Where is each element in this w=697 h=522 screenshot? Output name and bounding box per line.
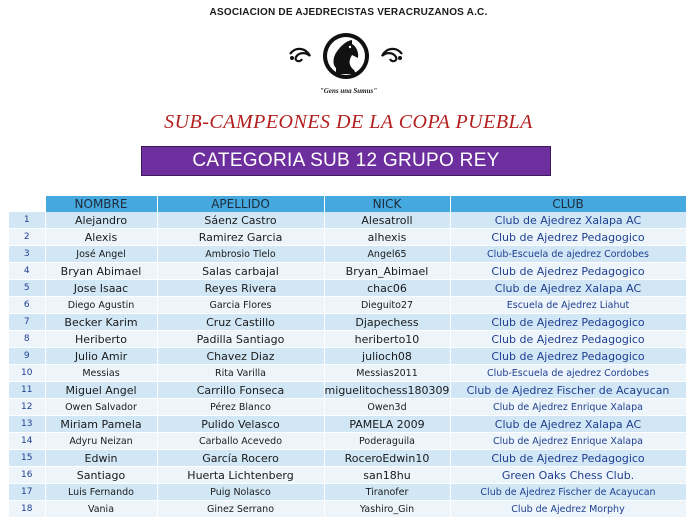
cell-nombre: Santiago <box>45 467 157 484</box>
table-row <box>9 365 686 382</box>
cell-club: Club de Ajedrez Pedagogico <box>450 314 686 331</box>
table-body <box>9 212 686 518</box>
cell-nick: Tiranofer <box>324 484 450 501</box>
organization-title: ASOCIACION DE AJEDRECISTAS VERACRUZANOS A.C. <box>209 7 488 18</box>
cell-club: Club de Ajedrez Pedagogico <box>450 229 686 246</box>
cell-nick: Poderaguila <box>324 433 450 450</box>
table-row <box>9 229 686 246</box>
row-number: 7 <box>9 314 45 331</box>
cell-club: Club de Ajedrez Enrique Xalapa <box>450 399 686 416</box>
column-header-nombre: NOMBRE <box>45 196 157 212</box>
cell-club: Escuela de Ajedrez Liahut <box>450 297 686 314</box>
cell-club: Club de Ajedrez Pedagogico <box>450 348 686 365</box>
cell-nombre: Bryan Abimael <box>45 263 157 280</box>
cell-club: Club de Ajedrez Fischer de Acayucan <box>450 382 686 399</box>
table-row <box>9 331 686 348</box>
cell-club: Club de Ajedrez Morphy <box>450 501 686 518</box>
cell-apellido: Huerta Lichtenberg <box>157 467 324 484</box>
motto: "Gens una Sumus" <box>319 87 378 95</box>
cell-nombre: Adyru Neizan <box>45 433 157 450</box>
row-number: 16 <box>9 467 45 484</box>
cell-nick: Angel65 <box>324 246 450 263</box>
table-row <box>9 467 686 484</box>
cell-apellido: Carballo Acevedo <box>157 433 324 450</box>
cell-nick: san18hu <box>324 467 450 484</box>
row-number: 12 <box>9 399 45 416</box>
row-number: 11 <box>9 382 45 399</box>
cell-apellido: Cruz Castillo <box>157 314 324 331</box>
row-number: 4 <box>9 263 45 280</box>
cell-apellido: Ginez Serrano <box>157 501 324 518</box>
table-row <box>9 416 686 433</box>
cell-apellido: Salas carbajal <box>157 263 324 280</box>
cell-nombre: Miriam Pamela <box>45 416 157 433</box>
table-row <box>9 246 686 263</box>
cell-nombre: Luis Fernando <box>45 484 157 501</box>
page-subtitle: SUB-CAMPEONES DE LA COPA PUEBLA <box>164 111 533 133</box>
cell-nick: Bryan_Abimael <box>324 263 450 280</box>
cell-nombre: Becker Karim <box>45 314 157 331</box>
cell-nick: RoceroEdwin10 <box>324 450 450 467</box>
table-row <box>9 399 686 416</box>
cell-nick: julioch08 <box>324 348 450 365</box>
table-row <box>9 314 686 331</box>
table-row <box>9 348 686 365</box>
row-number: 13 <box>9 416 45 433</box>
column-header-nick: NICK <box>324 196 450 212</box>
cell-nombre: Messias <box>45 365 157 382</box>
cell-nombre: Miguel Angel <box>45 382 157 399</box>
cell-club: Club de Ajedrez Pedagogico <box>450 331 686 348</box>
cell-club: Club de Ajedrez Xalapa AC <box>450 212 686 229</box>
cell-apellido: Puig Nolasco <box>157 484 324 501</box>
cell-nick: miguelitochess180309 <box>324 383 450 397</box>
cell-apellido: Pulido Velasco <box>157 416 324 433</box>
cell-nick: Messias2011 <box>324 365 450 382</box>
cell-nick: alhexis <box>324 229 450 246</box>
column-header-club: CLUB <box>450 196 686 212</box>
cell-apellido: Garcia Flores <box>157 297 324 314</box>
cell-nombre: Vania <box>45 501 157 518</box>
cell-nick: Yashiro_Gin <box>324 501 450 518</box>
cell-club: Club de Ajedrez Xalapa AC <box>450 416 686 433</box>
cell-apellido: Padilla Santiago <box>157 331 324 348</box>
table-header-row <box>9 196 686 212</box>
row-number: 2 <box>9 229 45 246</box>
cell-apellido: Ramirez Garcia <box>157 229 324 246</box>
cell-club: Club de Ajedrez Xalapa AC <box>450 280 686 297</box>
cell-nombre: Edwin <box>45 450 157 467</box>
column-header-apellido: APELLIDO <box>157 196 324 212</box>
table-row <box>9 297 686 314</box>
category-banner: CATEGORIA SUB 12 GRUPO REY <box>141 146 551 176</box>
row-number: 15 <box>9 450 45 467</box>
row-number: 18 <box>9 501 45 518</box>
cell-nombre: Owen Salvador <box>45 399 157 416</box>
table-row <box>9 382 686 399</box>
cell-nombre: Jose Isaac <box>45 280 157 297</box>
row-number: 8 <box>9 331 45 348</box>
cell-apellido: Sáenz Castro <box>157 212 324 229</box>
row-number: 17 <box>9 484 45 501</box>
cell-apellido: Pérez Blanco <box>157 399 324 416</box>
table-row <box>9 501 686 518</box>
cell-nombre: Heriberto <box>45 331 157 348</box>
cell-club: Club de Ajedrez Enrique Xalapa <box>450 433 686 450</box>
row-number: 1 <box>9 212 45 229</box>
cell-club: Club-Escuela de ajedrez Cordobes <box>450 365 686 382</box>
row-number: 9 <box>9 348 45 365</box>
cell-nick: Owen3d <box>324 399 450 416</box>
cell-nombre: José Angel <box>45 246 157 263</box>
cell-nick: Djapechess <box>324 314 450 331</box>
row-number: 6 <box>9 297 45 314</box>
cell-apellido: Chavez Diaz <box>157 348 324 365</box>
cell-club: Green Oaks Chess Club. <box>450 467 686 484</box>
table-row <box>9 450 686 467</box>
cell-nick: PAMELA 2009 <box>324 416 450 433</box>
cell-nombre: Julio Amir <box>45 348 157 365</box>
cell-apellido: García Rocero <box>157 450 324 467</box>
table-row <box>9 484 686 501</box>
cell-nick: Alesatroll <box>324 212 450 229</box>
table-row <box>9 263 686 280</box>
table-row <box>9 280 686 297</box>
cell-club: Club de Ajedrez Pedagogico <box>450 450 686 467</box>
roster-table <box>9 196 687 518</box>
column-header-index <box>9 196 45 212</box>
row-number: 14 <box>9 433 45 450</box>
cell-apellido: Ambrosio Tlelo <box>157 246 324 263</box>
cell-nombre: Diego Agustin <box>45 297 157 314</box>
knight-chess-logo-icon <box>323 33 369 79</box>
cell-nick: Dieguito27 <box>324 297 450 314</box>
cell-club: Club-Escuela de ajedrez Cordobes <box>450 246 686 263</box>
cell-apellido: Reyes Rivera <box>157 280 324 297</box>
cell-apellido: Carrillo Fonseca <box>157 382 324 399</box>
cell-nick: chac06 <box>324 280 450 297</box>
table-row <box>9 212 686 229</box>
row-number: 10 <box>9 365 45 382</box>
cell-nombre: Alejandro <box>45 212 157 229</box>
row-number: 5 <box>9 280 45 297</box>
table-row <box>9 433 686 450</box>
cell-nick: heriberto10 <box>324 331 450 348</box>
cell-nombre: Alexis <box>45 229 157 246</box>
row-number: 3 <box>9 246 45 263</box>
cell-apellido: Rita Varilla <box>157 365 324 382</box>
cell-club: Club de Ajedrez Pedagogico <box>450 263 686 280</box>
cell-club: Club de Ajedrez Fischer de Acayucan <box>450 484 686 501</box>
